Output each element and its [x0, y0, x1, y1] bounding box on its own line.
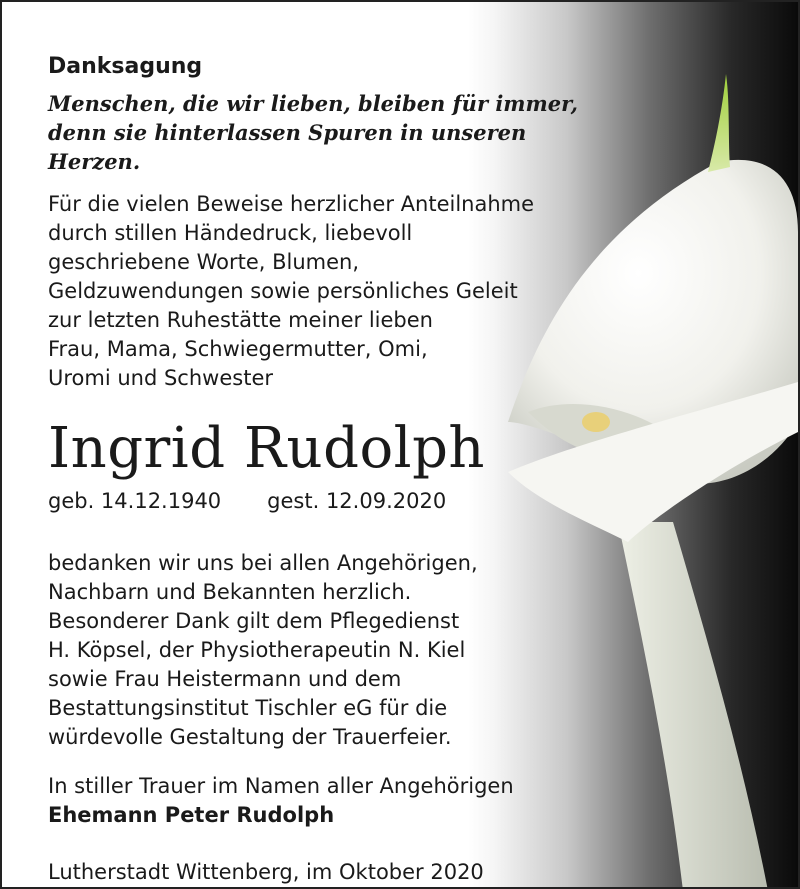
intro-line: Frau, Mama, Schwiegermutter, Omi, [48, 337, 428, 361]
thanks-line: sowie Frau Heistermann und dem [48, 667, 402, 691]
intro-line: Geldzuwendungen sowie persönliches Geleit [48, 279, 518, 303]
motto-line: denn sie hinterlassen Spuren in unseren Herzen. [48, 120, 527, 174]
thanks-line: würdevolle Gestaltung der Trauerfeier. [48, 725, 452, 749]
motto-line: Menschen, die wir lieben, bleiben für immer, [48, 91, 578, 116]
deceased-name: Ingrid Rudolph [48, 416, 485, 481]
thanks-paragraph [48, 549, 608, 752]
intro-line: Für die vielen Beweise herzlicher Anteilnahme [48, 192, 535, 216]
thanks-line: H. Köpsel, der Physiotherapeutin N. Kiel [48, 638, 466, 662]
motto [48, 89, 608, 176]
spacer [48, 752, 608, 772]
intro-line: zur letzten Ruhestätte meiner lieben [48, 308, 433, 332]
signature-block [48, 772, 608, 830]
thanks-line: Bestattungsinstitut Tischler eG für die [48, 696, 448, 720]
thanks-line: bedanken wir uns bei allen Angehörigen, [48, 551, 478, 575]
birth-date: geb. 14.12.1940 [48, 489, 222, 513]
place-and-date: Lutherstadt Wittenberg, im Oktober 2020 [48, 860, 484, 884]
thanks-line: Nachbarn und Bekannten herzlich. [48, 580, 412, 604]
heading: Danksagung [48, 54, 203, 79]
text-column [48, 54, 608, 887]
signer-name: Ehemann Peter Rudolph [48, 803, 335, 827]
thanks-line: Besonderer Dank gilt dem Pflegedienst [48, 609, 460, 633]
intro-line: Uromi und Schwester [48, 366, 273, 390]
life-dates [48, 489, 608, 513]
intro-paragraph [48, 190, 608, 393]
intro-line: durch stillen Händedruck, liebevoll [48, 221, 413, 245]
death-date: gest. 12.09.2020 [267, 489, 447, 513]
mourning-line: In stiller Trauer im Namen aller Angehörigen [48, 774, 514, 798]
intro-line: geschriebene Worte, Blumen, [48, 250, 360, 274]
